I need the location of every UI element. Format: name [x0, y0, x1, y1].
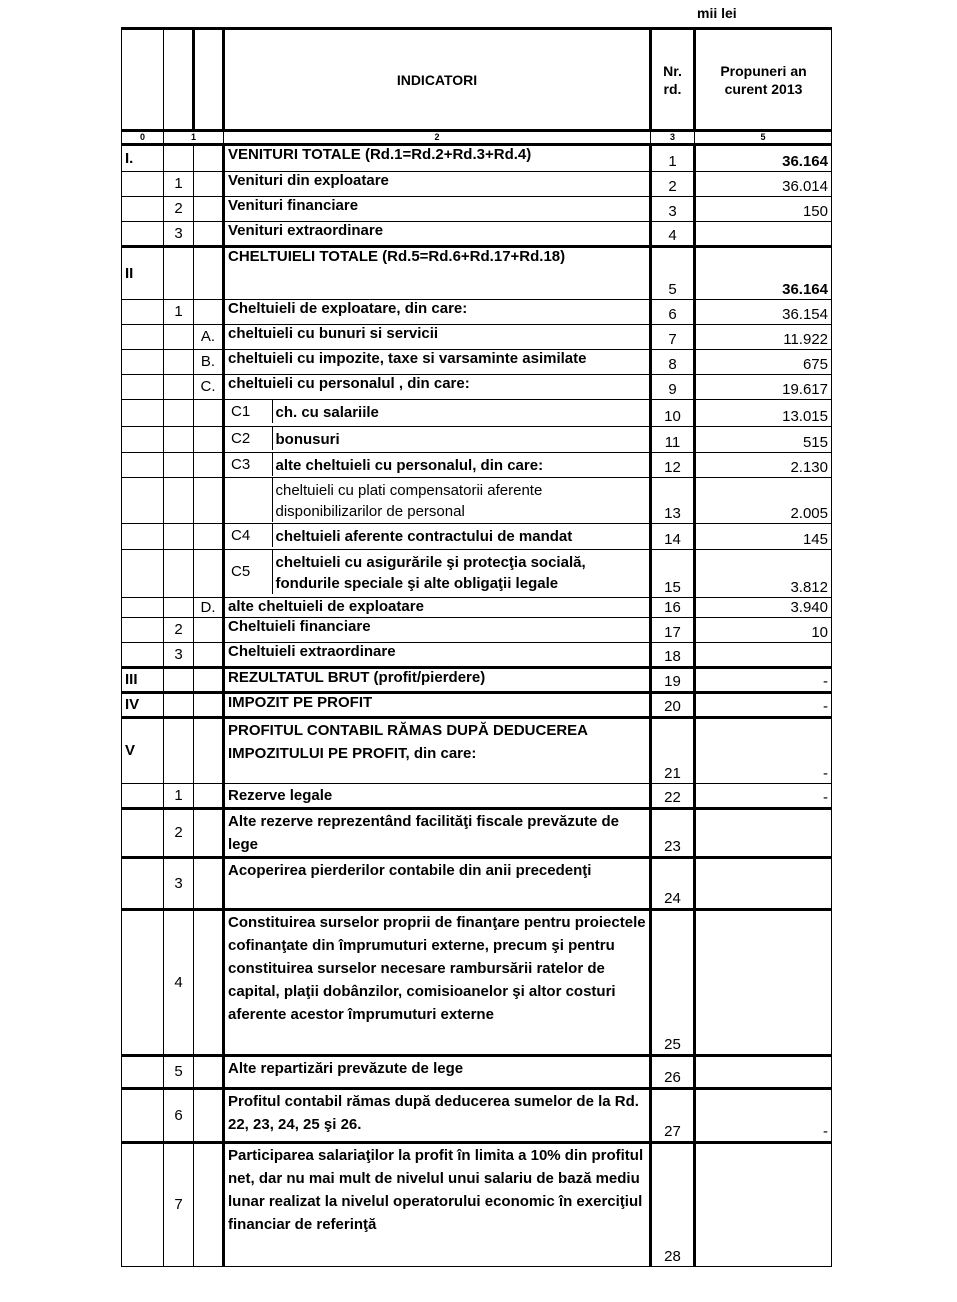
indicator-text: CHELTUIELI TOTALE (Rd.5=Rd.6+Rd.17+Rd.18)	[224, 247, 651, 300]
indicator-text: Venituri din exploatare	[224, 172, 651, 197]
table-row	[122, 598, 832, 618]
table-row	[122, 524, 832, 550]
indicator-text: alte cheltuieli cu personalul, din care:	[275, 457, 544, 474]
sub-item-letter	[194, 145, 224, 172]
item-number: 3	[164, 858, 194, 910]
table-row	[122, 145, 832, 172]
sub-item-letter: D.	[194, 598, 224, 618]
item-number: 4	[164, 910, 194, 1056]
section-number	[122, 400, 164, 427]
indicator-text: cheltuieli cu plati compensatorii aferente disponibilizarilor de personal	[275, 482, 543, 520]
item-number: 7	[164, 1143, 194, 1267]
row-number: 6	[651, 300, 695, 325]
item-number: 1	[164, 300, 194, 325]
row-number: 7	[651, 325, 695, 350]
header-indicator-label: INDICATORI	[224, 29, 651, 131]
sub-item-letter	[194, 910, 224, 1056]
section-number	[122, 1089, 164, 1143]
row-number: 17	[651, 618, 695, 643]
col-number: 3	[651, 131, 695, 145]
indicator-text: Venituri extraordinare	[224, 222, 651, 247]
item-number: 1	[164, 784, 194, 809]
indicator-text: Participarea salariaţilor la profit în limita a 10% din profitul net, dar nu mai mult de nivelul unui salariu de bază mediu lunar realizat la nivelul operatorului economic în exerciţiul financiar de referinţă	[224, 1143, 651, 1267]
section-number: II	[122, 247, 164, 300]
row-number: 20	[651, 693, 695, 718]
row-number: 5	[651, 247, 695, 300]
section-number: V	[122, 718, 164, 784]
value-cell: 11.922	[695, 325, 832, 350]
section-number	[122, 453, 164, 478]
value-cell: 145	[695, 524, 832, 550]
sub-item-letter	[194, 1056, 224, 1089]
table-row	[122, 550, 832, 598]
table-row	[122, 222, 832, 247]
item-number	[164, 598, 194, 618]
item-number	[164, 145, 194, 172]
sub-item-letter: A.	[194, 325, 224, 350]
value-cell	[695, 1143, 832, 1267]
section-number	[122, 375, 164, 400]
unit-label: mii lei	[697, 5, 737, 21]
section-number	[122, 300, 164, 325]
value-cell: 36.164	[695, 145, 832, 172]
row-number: 4	[651, 222, 695, 247]
indicator-text: Venituri financiare	[224, 197, 651, 222]
col-number: 2	[224, 131, 651, 145]
value-cell	[695, 809, 832, 858]
row-number: 28	[651, 1143, 695, 1267]
table-row	[122, 784, 832, 809]
section-number	[122, 325, 164, 350]
table-row	[122, 618, 832, 643]
sub-item-letter	[194, 524, 224, 550]
table-row	[122, 1089, 832, 1143]
table-row	[122, 718, 832, 784]
row-number: 24	[651, 858, 695, 910]
item-number	[164, 325, 194, 350]
table-row	[122, 858, 832, 910]
value-cell	[695, 643, 832, 668]
sub-item-letter: C.	[194, 375, 224, 400]
item-number	[164, 247, 194, 300]
indicator-text: Alte repartizări prevăzute de lege	[224, 1056, 651, 1089]
indicator-cell	[224, 524, 651, 550]
table-row	[122, 350, 832, 375]
item-number	[164, 350, 194, 375]
value-cell: 2.005	[695, 478, 832, 524]
sub-item-letter: B.	[194, 350, 224, 375]
row-number: 9	[651, 375, 695, 400]
col-number: 0	[122, 131, 164, 145]
value-cell: 2.130	[695, 453, 832, 478]
sub-code: C2	[228, 427, 272, 450]
value-cell	[695, 910, 832, 1056]
item-number: 1	[164, 172, 194, 197]
indicator-text: Cheltuieli extraordinare	[224, 643, 651, 668]
sub-code: C3	[228, 453, 272, 476]
sub-item-letter	[194, 1143, 224, 1267]
sub-item-letter	[194, 668, 224, 693]
row-number: 12	[651, 453, 695, 478]
row-number: 22	[651, 784, 695, 809]
table-row	[122, 1143, 832, 1267]
indicator-text: alte cheltuieli de exploatare	[224, 598, 651, 618]
section-number	[122, 478, 164, 524]
sub-item-letter	[194, 550, 224, 598]
row-number: 3	[651, 197, 695, 222]
indicator-text: Rezerve legale	[224, 784, 651, 809]
header-nr: Nr. rd.	[651, 29, 695, 131]
value-cell: 19.617	[695, 375, 832, 400]
sub-item-letter	[194, 222, 224, 247]
section-number	[122, 784, 164, 809]
value-cell: 36.164	[695, 247, 832, 300]
column-number-row	[122, 131, 832, 145]
value-cell: 36.154	[695, 300, 832, 325]
item-number: 2	[164, 809, 194, 858]
section-number	[122, 598, 164, 618]
section-number	[122, 550, 164, 598]
value-cell: 3.940	[695, 598, 832, 618]
row-number: 27	[651, 1089, 695, 1143]
col-number: 1	[164, 131, 224, 145]
indicator-cell	[224, 427, 651, 453]
table-row	[122, 478, 832, 524]
sub-item-letter	[194, 400, 224, 427]
sub-code: C1	[228, 400, 272, 423]
section-number: III	[122, 668, 164, 693]
sub-item-letter	[194, 784, 224, 809]
indicator-text: cheltuieli cu personalul , din care:	[224, 375, 651, 400]
item-number	[164, 718, 194, 784]
value-cell: -	[695, 784, 832, 809]
value-cell: -	[695, 718, 832, 784]
table-row	[122, 375, 832, 400]
section-number	[122, 427, 164, 453]
row-number: 25	[651, 910, 695, 1056]
row-number: 1	[651, 145, 695, 172]
item-number	[164, 427, 194, 453]
value-cell: 36.014	[695, 172, 832, 197]
item-number	[164, 668, 194, 693]
header-empty-0	[122, 29, 164, 131]
value-cell: -	[695, 693, 832, 718]
sub-item-letter	[194, 453, 224, 478]
budget-table	[121, 27, 832, 1267]
col-number: 5	[695, 131, 832, 145]
section-number	[122, 618, 164, 643]
indicator-text: cheltuieli cu asigurările şi protecţia socială, fondurile speciale şi alte obligaţii legale	[275, 554, 586, 592]
indicator-text: Cheltuieli de exploatare, din care:	[224, 300, 651, 325]
sub-item-letter	[194, 247, 224, 300]
item-number: 2	[164, 618, 194, 643]
item-number	[164, 453, 194, 478]
indicator-text: Profitul contabil rămas după deducerea sumelor de la Rd. 22, 23, 24, 25 şi 26.	[224, 1089, 651, 1143]
item-number	[164, 375, 194, 400]
item-number	[164, 400, 194, 427]
section-number	[122, 222, 164, 247]
table-row	[122, 1056, 832, 1089]
value-cell	[695, 222, 832, 247]
row-number: 11	[651, 427, 695, 453]
sub-item-letter	[194, 300, 224, 325]
value-cell	[695, 858, 832, 910]
table-row	[122, 300, 832, 325]
indicator-text: cheltuieli cu impozite, taxe si varsaminte asimilate	[224, 350, 651, 375]
indicator-text: cheltuieli aferente contractului de mandat	[275, 528, 573, 545]
item-number	[164, 550, 194, 598]
sub-item-letter	[194, 809, 224, 858]
sub-item-letter	[194, 478, 224, 524]
item-number: 3	[164, 222, 194, 247]
section-number	[122, 350, 164, 375]
value-cell: 150	[695, 197, 832, 222]
row-number: 10	[651, 400, 695, 427]
indicator-text: Alte rezerve reprezentând facilităţi fiscale prevăzute de lege	[224, 809, 651, 858]
row-number: 23	[651, 809, 695, 858]
section-number	[122, 1143, 164, 1267]
sub-code: C4	[228, 524, 272, 547]
section-number	[122, 910, 164, 1056]
value-cell: 10	[695, 618, 832, 643]
item-number	[164, 693, 194, 718]
table-row	[122, 400, 832, 427]
section-number	[122, 858, 164, 910]
indicator-text: IMPOZIT PE PROFIT	[224, 693, 651, 718]
indicator-cell	[224, 453, 651, 478]
value-cell: 675	[695, 350, 832, 375]
indicator-text: Constituirea surselor proprii de finanţare pentru proiectele cofinanţate din împrumuturi externe, precum şi pentru constituirea surselor necesare rambursării ratelor de capital, plaţii dobânzilor, comisioanelor şi altor costuri aferente acestor împrumuturi externe	[224, 910, 651, 1056]
indicator-text: Acoperirea pierderilor contabile din anii precedenţi	[224, 858, 651, 910]
row-number: 8	[651, 350, 695, 375]
section-number	[122, 524, 164, 550]
sub-code	[228, 478, 272, 522]
indicator-cell	[224, 478, 651, 524]
indicator-cell	[224, 400, 651, 427]
indicator-text: cheltuieli cu bunuri si servicii	[224, 325, 651, 350]
indicator-text: REZULTATUL BRUT (profit/pierdere)	[224, 668, 651, 693]
sub-item-letter	[194, 172, 224, 197]
value-cell: -	[695, 1089, 832, 1143]
section-number	[122, 809, 164, 858]
section-number	[122, 1056, 164, 1089]
value-cell: 13.015	[695, 400, 832, 427]
indicator-text: VENITURI TOTALE (Rd.1=Rd.2+Rd.3+Rd.4)	[224, 145, 651, 172]
sub-code: C5	[228, 550, 272, 594]
table-row	[122, 247, 832, 300]
row-number: 2	[651, 172, 695, 197]
sub-item-letter	[194, 197, 224, 222]
table-row	[122, 809, 832, 858]
value-cell: 515	[695, 427, 832, 453]
sub-item-letter	[194, 427, 224, 453]
header-indicator	[194, 29, 224, 131]
section-number	[122, 172, 164, 197]
sub-item-letter	[194, 858, 224, 910]
table-row	[122, 910, 832, 1056]
table-row	[122, 643, 832, 668]
section-number	[122, 197, 164, 222]
sub-item-letter	[194, 1089, 224, 1143]
indicator-text: ch. cu salariile	[275, 404, 379, 421]
row-number: 16	[651, 598, 695, 618]
row-number: 18	[651, 643, 695, 668]
table-row	[122, 693, 832, 718]
indicator-text: PROFITUL CONTABIL RĂMAS DUPĂ DEDUCEREA IMPOZITULUI PE PROFIT, din care:	[224, 718, 651, 784]
item-number: 5	[164, 1056, 194, 1089]
sub-item-letter	[194, 643, 224, 668]
row-number: 19	[651, 668, 695, 693]
row-number: 26	[651, 1056, 695, 1089]
row-number: 13	[651, 478, 695, 524]
value-cell: 3.812	[695, 550, 832, 598]
table-row	[122, 197, 832, 222]
item-number	[164, 524, 194, 550]
table-row	[122, 325, 832, 350]
header-row	[122, 29, 832, 131]
value-cell	[695, 1056, 832, 1089]
row-number: 15	[651, 550, 695, 598]
section-number: IV	[122, 693, 164, 718]
item-number: 6	[164, 1089, 194, 1143]
table-row	[122, 453, 832, 478]
table-row	[122, 668, 832, 693]
indicator-text: Cheltuieli financiare	[224, 618, 651, 643]
section-number	[122, 643, 164, 668]
sub-item-letter	[194, 618, 224, 643]
sub-item-letter	[194, 718, 224, 784]
item-number: 3	[164, 643, 194, 668]
indicator-cell	[224, 550, 651, 598]
row-number: 14	[651, 524, 695, 550]
value-cell: -	[695, 668, 832, 693]
indicator-text: bonusuri	[275, 431, 340, 448]
row-number: 21	[651, 718, 695, 784]
table-row	[122, 172, 832, 197]
header-proposal: Propuneri an curent 2013	[695, 29, 832, 131]
table-row	[122, 427, 832, 453]
section-number: I.	[122, 145, 164, 172]
header-empty-1	[164, 29, 194, 131]
sub-item-letter	[194, 693, 224, 718]
item-number: 2	[164, 197, 194, 222]
item-number	[164, 478, 194, 524]
